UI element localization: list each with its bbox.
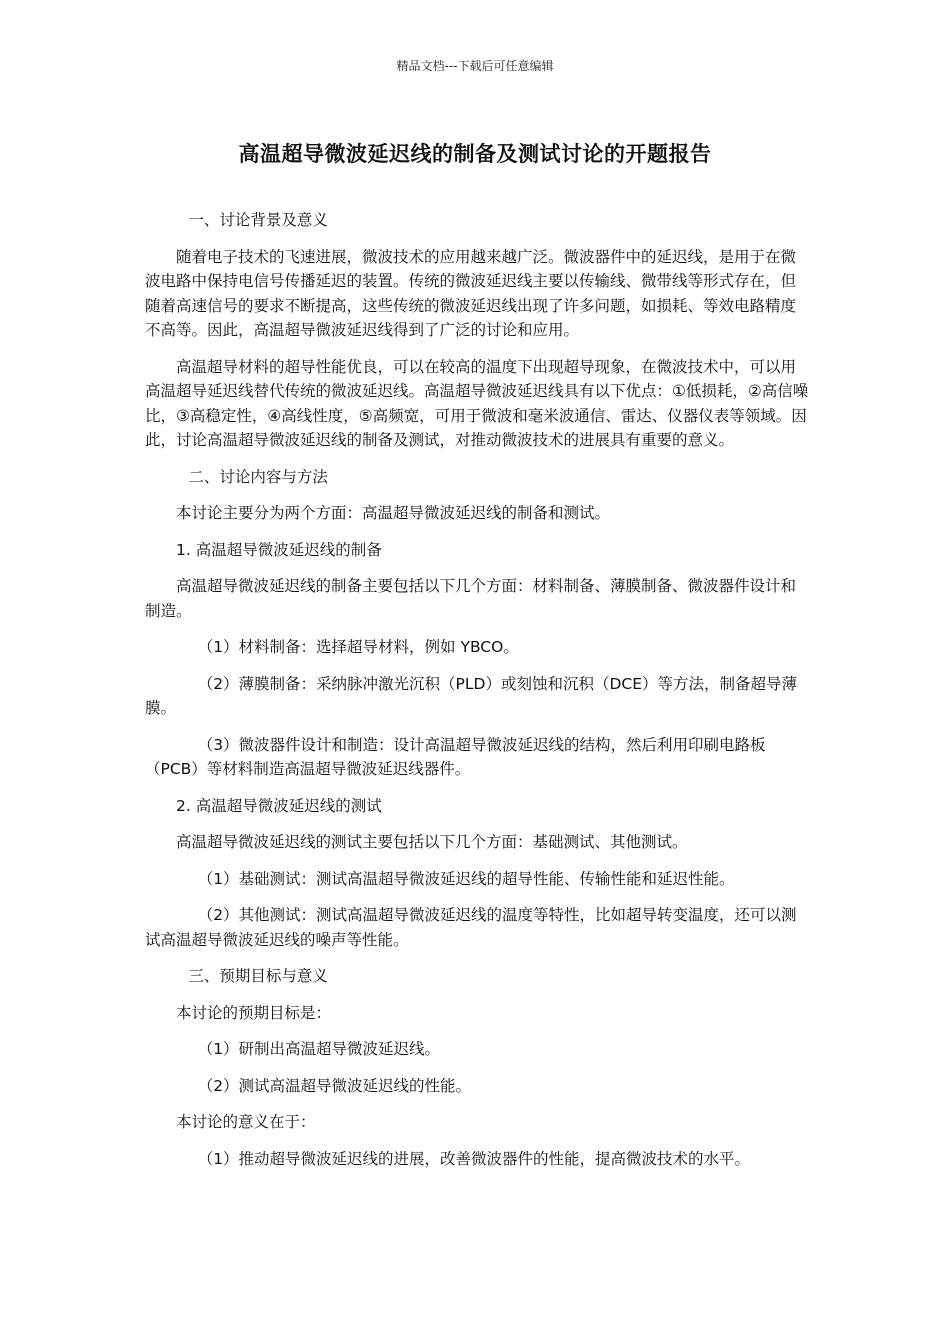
- paragraph: 高温超导微波延迟线的制备主要包括以下几个方面：材料制备、薄膜制备、微波器件设计和制造。: [145, 577, 797, 620]
- document-body: [145, 208, 810, 1183]
- paragraph: 本讨论主要分为两个方面：高温超导微波延迟线的制备和测试。: [176, 504, 611, 522]
- paragraph: 高温超导微波延迟线的测试主要包括以下几个方面：基础测试、其他测试。: [176, 833, 688, 851]
- subheading-preparation: 1. 高温超导微波延迟线的制备: [176, 540, 382, 559]
- paragraph: 本讨论的意义在于：: [176, 1113, 316, 1131]
- document-title: 高温超导微波延迟线的制备及测试讨论的开题报告: [238, 142, 712, 166]
- list-item: （1）基础测试：测试高温超导微波延迟线的超导性能、传输性能和延迟性能。: [197, 869, 735, 888]
- paragraph: 随着电子技术的飞速进展，微波技术的应用越来越广泛。微波器件中的延迟线，是用于在微波电路中保持电信号传播延迟的装置。传统的微波延迟线主要以传输线、微带线等形式存在，但随着高速信号的要求不断提高，这些传统的微波延迟线出现了许多问题，如损耗、等效电路精度不高等。因此，高温超导微波延迟线得到了广泛的讨论和应用。: [145, 247, 797, 339]
- section-heading-content-method: 二、讨论内容与方法: [188, 467, 328, 486]
- list-item: （2）薄膜制备：采纳脉冲激光沉积（PLD）或刻蚀和沉积（DCE）等方法，制备超导薄膜。: [145, 674, 798, 717]
- list-item: （1）推动超导微波延迟线的进展，改善微波器件的性能，提高微波技术的水平。: [197, 1149, 751, 1168]
- list-item: （2）其他测试：测试高温超导微波延迟线的温度等特性，比如超导转变温度，还可以测试高温超导微波延迟线的噪声等性能。: [145, 906, 797, 949]
- list-item: （1）研制出高温超导微波延迟线。: [197, 1040, 441, 1058]
- paragraph: 本讨论的预期目标是：: [176, 1003, 332, 1022]
- subheading-testing: 2. 高温超导微波延迟线的测试: [176, 796, 382, 815]
- list-item: （1）材料制备：选择超导材料，例如 YBCO。: [197, 638, 519, 656]
- section-heading-background: 一、讨论背景及意义: [188, 211, 328, 229]
- section-heading-goals: 三、预期目标与意义: [188, 967, 328, 985]
- page-header: 精品文档---下载后可任意编辑: [396, 59, 554, 73]
- list-item: （2）测试高温超导微波延迟线的性能。: [197, 1076, 472, 1095]
- list-item: （3）微波器件设计和制造：设计高温超导微波延迟线的结构，然后利用印刷电路板（PCB）等材料制造高温超导微波延迟线器件。: [145, 735, 766, 778]
- paragraph: 高温超导材料的超导性能优良，可以在较高的温度下出现超导现象，在微波技术中，可以用高温超导延迟线替代传统的微波延迟线。高温超导微波延迟线具有以下优点：①低损耗，②高信噪比，③高稳定性，④高线性度，⑤高频宽，可用于微波和毫米波通信、雷达、仪器仪表等领域。因此，讨论高温超导微波延迟线的制备及测试，对推动微波技术的进展具有重要的意义。: [145, 357, 809, 449]
